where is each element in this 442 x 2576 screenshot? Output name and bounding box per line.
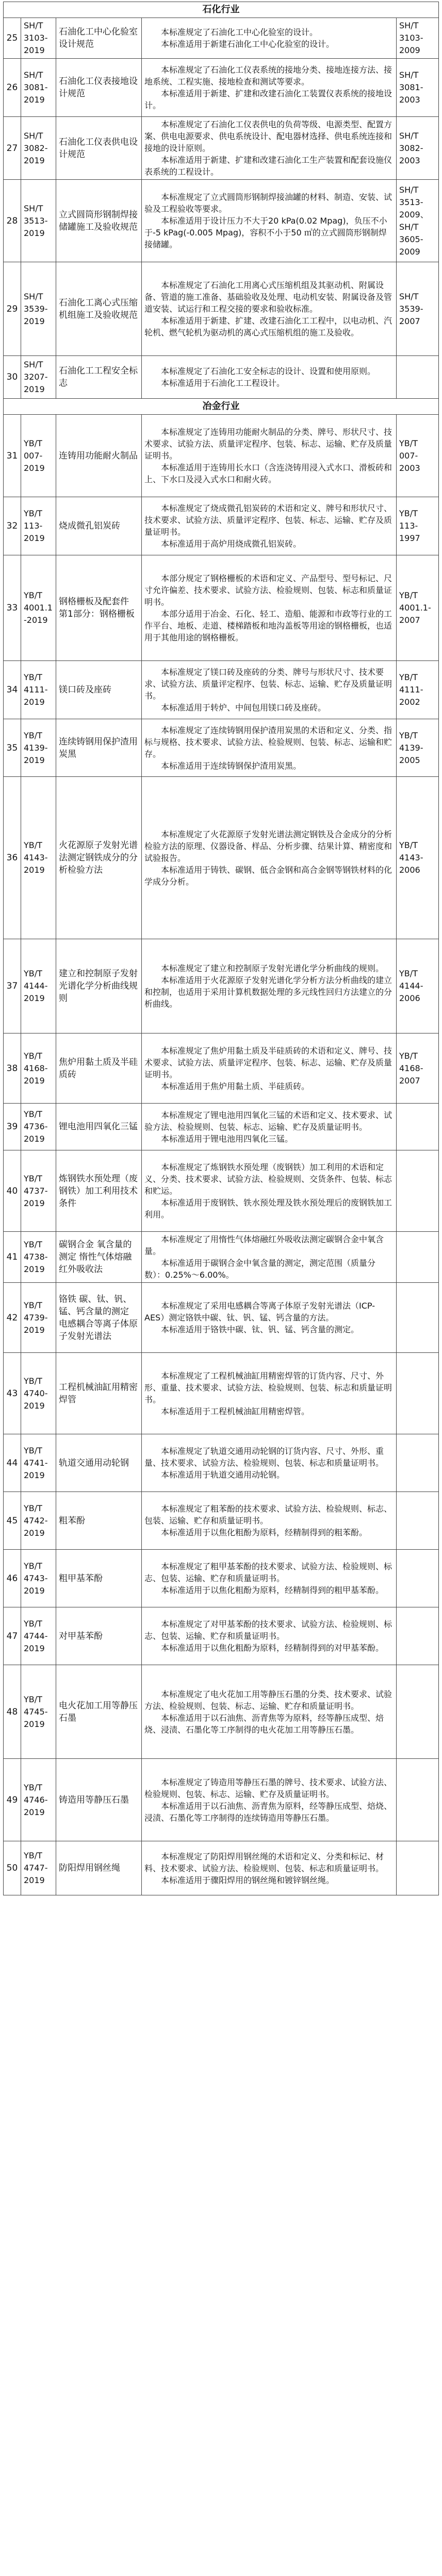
scope-paragraph: 本标准适用于锂电池用四氧化三锰。 [161,1133,293,1144]
row-number: 35 [4,719,21,777]
standards-table [3,2,439,1895]
table-row [4,1283,439,1353]
standard-scope [142,1232,397,1283]
table-row [4,1607,439,1665]
standard-scope [142,661,397,719]
row-number: 32 [4,497,21,555]
section-title: 冶金行业 [4,399,439,415]
standard-name: 烧成微孔铝炭砖 [56,497,142,555]
table-row [4,719,439,777]
row-number: 44 [4,1434,21,1492]
replaced-standard: SH/T 3081-2003 [397,59,439,117]
replaced-standard: SH/T 3539-2007 [397,262,439,356]
standard-scope [142,1665,397,1759]
row-number: 26 [4,59,21,117]
standard-scope [142,777,397,939]
replaced-standard [397,1492,439,1550]
scope-paragraph: 本部分规定了钢格栅板的术语和定义、产品型号、型号标记、尺寸允许偏差、技术要求、试验方法、检验规则、包装、标志和质量证明书。 [144,573,392,607]
table-row [4,497,439,555]
standard-number: YB/T 4143-2019 [21,777,56,939]
standard-scope [142,356,397,399]
standard-name: 钢格栅板及配套件 第1部分：钢格栅板 [56,555,142,661]
row-number: 38 [4,1033,21,1104]
replaced-standard [397,1104,439,1150]
standard-name: 对甲基苯酚 [56,1607,142,1665]
standard-name: 粗苯酚 [56,1492,142,1550]
standard-number: SH/T 3081-2019 [21,59,56,117]
replaced-standard [397,1759,439,1841]
standard-number: YB/T 4111-2019 [21,661,56,719]
replaced-standard [397,1665,439,1759]
scope-paragraph: 本部分适用于冶金、石化、轻工、造船、能源和市政等行业的工作平台、地板、走道、楼梯踏板和地沟盖板等用途的钢格栅板，也适用于其他用途的钢格栅板。 [144,609,392,642]
table-row [4,939,439,1033]
row-number: 46 [4,1550,21,1607]
standard-number: YB/T 4742-2019 [21,1492,56,1550]
standard-scope [142,415,397,497]
scope-paragraph: 本标准适用于新建、扩建和改建石油化工生产装置和配套设施仪表系统的工程设计。 [144,155,392,177]
scope-paragraph: 本标准规定了炼钢铁水预处理（废钢铁）加工利用的术语和定义、分类、技术要求、试验方法、检验规则、交货条件、包装、标志和贮运。 [144,1162,392,1196]
table-row [4,1353,439,1434]
standard-name: 铬铁 碳、钛、钒、锰、钙含量的测定 电感耦合等离子体原子发射光谱法 [56,1283,142,1353]
standard-number: YB/T 007-2019 [21,415,56,497]
standard-name: 工程机械油缸用精密焊管 [56,1353,142,1434]
standard-scope [142,18,397,59]
standard-number: YB/T 4740-2019 [21,1353,56,1434]
standard-scope [142,497,397,555]
scope-paragraph: 本标准规定了石油化工中心化验室的设计。 [161,27,318,37]
replaced-standard: YB/T 4139-2005 [397,719,439,777]
replaced-standard: YB/T 113-1997 [397,497,439,555]
replaced-standard: SH/T 3103-2009 [397,18,439,59]
standard-name: 建立和控制原子发射光谱化学分析曲线规则 [56,939,142,1033]
standard-scope [142,1150,397,1232]
replaced-standard [397,1550,439,1607]
scope-paragraph: 本标准规定了铸造用等静压石墨的牌号、技术要求、试验方法、检验规则、包装、标志、运输、贮存及质量证明书。 [144,1777,392,1799]
table-row [4,415,439,497]
row-number: 47 [4,1607,21,1665]
standard-number: SH/T 3207-2019 [21,356,56,399]
table-row [4,59,439,117]
standard-scope [142,719,397,777]
replaced-standard: YB/T 4111-2002 [397,661,439,719]
replaced-standard [397,1232,439,1283]
scope-paragraph: 本标准规定了锂电池用四氧化三锰的术语和定义、技术要求、试验方法、检验规则、包装、标志、运输、贮存及质量证明书。 [144,1110,392,1132]
table-row [4,262,439,356]
standard-number: YB/T 4001.1-2019 [21,555,56,661]
row-number: 34 [4,661,21,719]
row-number: 25 [4,18,21,59]
scope-paragraph: 本标准规定了连铸用功能耐火制品的分类、牌号、形状尺寸、技术要求、试验方法、质量评定程序、包装、标志、运输、贮存及质量证明书。 [144,427,392,461]
standard-scope [142,1434,397,1492]
scope-paragraph: 本标准规定了粗苯酚的技术要求、试验方法、检验规则、标志、包装、运输、贮存和质量证明书。 [144,1504,392,1526]
standard-scope [142,939,397,1033]
scope-paragraph: 本标准适用于以焦化粗酚为原料，经精制得到的粗苯酚。 [161,1528,368,1537]
table-row [4,356,439,399]
scope-paragraph: 本标准规定了石油化工仪表系统的接地分类、接地连接方法、接地系统、工程实施、接地检查和测试等要求。 [144,65,392,87]
table-row [4,1550,439,1607]
scope-paragraph: 本标准适用于工程机械油缸用精密焊管。 [161,1406,310,1416]
scope-paragraph: 本标准适用于高炉用烧成微孔铝炭砖。 [161,539,302,549]
scope-paragraph: 本标准规定了火花源原子发射光谱法测定钢铁及合金成分的分析检验方法的原理、仪器设备、样品、分析步骤、结果计算、精密度和试验报告。 [144,829,392,863]
row-number: 39 [4,1104,21,1150]
standard-name: 火花源原子发射光谱法测定钢铁成分的分析检验方法 [56,777,142,939]
table-row [4,661,439,719]
standard-number: YB/T 4168-2019 [21,1033,56,1104]
replaced-standard: YB/T 4168-2007 [397,1033,439,1104]
table-row [4,1434,439,1492]
standard-number: YB/T 4139-2019 [21,719,56,777]
table-row [4,1150,439,1232]
standard-scope [142,117,397,180]
section-title: 石化行业 [4,2,439,18]
standard-name: 立式圆筒形钢制焊接储罐施工及验收规范 [56,180,142,262]
row-number: 40 [4,1150,21,1232]
standard-name: 镁口砖及座砖 [56,661,142,719]
table-row [4,1492,439,1550]
scope-paragraph: 本标准规定了对甲基苯酚的技术要求、试验方法、检验规则、标志、包装、运输、贮存和质量证明书。 [144,1619,392,1641]
replaced-standard [397,1150,439,1232]
standard-name: 连续铸钢用保护渣用炭黑 [56,719,142,777]
row-number: 43 [4,1353,21,1434]
standard-scope [142,262,397,356]
scope-paragraph: 本标准规定了用惰性气体熔融红外吸收法测定碳钢合金中氧含量。 [144,1234,384,1256]
standards-document [3,2,438,1895]
scope-paragraph: 本标准适用于轨道交通用动轮钢。 [161,1470,285,1480]
standard-name: 轨道交通用动轮钢 [56,1434,142,1492]
replaced-standard [397,1607,439,1665]
scope-paragraph: 本标准规定了工程机械油缸用精密焊管的订货内容、尺寸、外形、重量、技术要求、试验方法、检验规则、包装、标志和质量证明书。 [144,1370,392,1404]
table-row [4,1104,439,1150]
standard-name: 锂电池用四氧化三锰 [56,1104,142,1150]
scope-paragraph: 本标准适用于火花源原子发射光谱化学分析方法分析曲线的建立和控制，也适用于采用计算机数据处理的多元线性回归方法建立的分析曲线。 [144,975,392,1009]
scope-paragraph: 本标准适用于新建石油化工中心化验室的设计。 [161,39,335,49]
row-number: 30 [4,356,21,399]
standards-table-body [4,2,439,1895]
standard-scope [142,555,397,661]
scope-paragraph: 本标准适用于以焦化粗酚为原料，经精制得到的对甲基苯酚。 [161,1643,384,1653]
standard-number: YB/T 4743-2019 [21,1550,56,1607]
standard-number: SH/T 3539-2019 [21,262,56,356]
scope-paragraph: 本标准适用于设计压力不大于20 kPa(0.02 Mpag)，负压不小于-5 kPag(-0.005 Mpag)，容积不小于50 ㎥的立式圆筒形钢制焊接储罐。 [144,216,387,249]
replaced-standard [397,1434,439,1492]
standard-name: 电火花加工用等静压石墨 [56,1665,142,1759]
row-number: 29 [4,262,21,356]
scope-paragraph: 本标准规定了防阳焊用钢丝绳的术语和定义、分类和标记、材料、技术要求、试验方法、检验规则、包装、标志和质量证明书。 [144,1851,384,1873]
standard-name: 粗甲基苯酚 [56,1550,142,1607]
standard-number: YB/T 4744-2019 [21,1607,56,1665]
scope-paragraph: 本标准适用于铬铁中碳、钛、钒、锰、钙含量的测定。 [161,1325,359,1334]
scope-paragraph: 本标准适用于焦炉用黏土质、半硅质砖。 [161,1081,310,1091]
row-number: 27 [4,117,21,180]
row-number: 48 [4,1665,21,1759]
row-number: 49 [4,1759,21,1841]
scope-paragraph: 本标准规定了石油化工用离心式压缩机组及其驱动机、附属设备、管道的施工准备、基础验收及处理、电动机安装、附属设备及管道安装、试运行和工程交接的要求和验收标准。 [144,280,392,314]
replaced-standard [397,1353,439,1434]
standard-scope [142,59,397,117]
scope-paragraph: 本标准适用于转炉、中间包用镁口砖及座砖。 [161,703,326,713]
table-row [4,117,439,180]
standard-number: YB/T 4747-2019 [21,1841,56,1895]
standard-scope [142,1283,397,1353]
standard-name: 石油化工仪表供电设计规范 [56,117,142,180]
standard-number: YB/T 4746-2019 [21,1759,56,1841]
standard-name: 石油化工离心式压缩机组施工及验收规范 [56,262,142,356]
scope-paragraph: 本标准规定了石油化工安全标志的设计、设置和使用原则。 [161,366,376,376]
row-number: 31 [4,415,21,497]
row-number: 37 [4,939,21,1033]
replaced-standard: YB/T 4001.1-2007 [397,555,439,661]
standard-number: YB/T 4745-2019 [21,1665,56,1759]
standard-scope [142,180,397,262]
standard-scope [142,1353,397,1434]
standard-name: 铸造用等静压石墨 [56,1759,142,1841]
section-header [4,399,439,415]
standard-number: YB/T 4144-2019 [21,939,56,1033]
standard-number: SH/T 3513-2019 [21,180,56,262]
scope-paragraph: 本标准规定了轨道交通用动轮钢的订货内容、尺寸、外形、重量、技术要求、试验方法、检验规则、包装、标志和质量证明书。 [144,1446,384,1468]
table-row [4,1232,439,1283]
replaced-standard [397,1283,439,1353]
standard-name: 石油化工工程安全标志 [56,356,142,399]
replaced-standard: YB/T 007-2003 [397,415,439,497]
table-row [4,1841,439,1895]
scope-paragraph: 本标准规定了立式圆筒形钢制焊接油罐的材料、制造、安装、试验及工程验收等要求。 [144,192,392,214]
scope-paragraph: 本标准适用于以石油焦、沥青焦为原料，经等静压成型、焙烧、浸渍、石墨化等工序制得的连续铸造用等静压石墨。 [144,1801,392,1823]
scope-paragraph: 本标准适用于石油化工工程设计。 [161,378,285,388]
standard-number: YB/T 113-2019 [21,497,56,555]
table-row [4,180,439,262]
table-row [4,555,439,661]
row-number: 36 [4,777,21,939]
scope-paragraph: 本标准适用于新建、扩建和改建石油化工装置仪表系统的接地设计。 [144,89,392,110]
standard-number: YB/T 4741-2019 [21,1434,56,1492]
scope-paragraph: 本标准适用于以石油焦、沥青焦等为原料，经等静压成型、焙烧、浸渍、石墨化等工序制得的电火花加工用等静压石墨。 [144,1713,384,1735]
standard-number: YB/T 4737-2019 [21,1150,56,1232]
scope-paragraph: 本标准适用于新建、扩建、改建石油化工工程中，以电动机、汽轮机、燃气轮机为驱动机的离心式压缩机组的施工及验收。 [144,316,392,337]
scope-paragraph: 本标准规定了连续铸钢用保护渣用炭黑的术语和定义、分类、指标与规格、技术要求、试验方法、检验规则、包装、标志、运输和贮存。 [144,725,392,759]
section-header [4,2,439,18]
table-row [4,1033,439,1104]
table-row [4,1665,439,1759]
scope-paragraph: 本标准规定了焦炉用黏土质及半硅质砖的术语和定义、牌号、技术要求、试验方法、质量评定程序、包装、标志、运输、贮存及质量证明书。 [144,1045,392,1079]
row-number: 50 [4,1841,21,1895]
standard-name: 连铸用功能耐火制品 [56,415,142,497]
standard-scope [142,1759,397,1841]
standard-name: 石油化工仪表接地设计规范 [56,59,142,117]
scope-paragraph: 本标准规定了石油化工仪表供电的负荷等级、电源类型、配置方案、供电电源要求、供电系统设计、配电器材选择、供电系统连接和接地的设计原则。 [144,120,392,153]
standard-scope [142,1033,397,1104]
row-number: 45 [4,1492,21,1550]
standard-number: SH/T 3103-2019 [21,18,56,59]
scope-paragraph: 本标准适用于骤阳焊用的钢丝绳和镀锌钢丝绳。 [161,1875,335,1885]
standard-scope [142,1607,397,1665]
standard-name: 炼钢铁水预处理（废钢铁）加工利用技术条件 [56,1150,142,1232]
replaced-standard: YB/T 4143-2006 [397,777,439,939]
scope-paragraph: 本标准适用于连铸用长水口（含连浇铸用浸入式水口、滑板砖和上、下水口及浸入式水口和耐火砖。 [144,463,392,484]
standard-name: 焦炉用黏土质及半硅质砖 [56,1033,142,1104]
standard-scope [142,1492,397,1550]
replaced-standard: SH/T 3082-2003 [397,117,439,180]
replaced-standard [397,356,439,399]
standard-name: 石油化工中心化验室设计规范 [56,18,142,59]
row-number: 41 [4,1232,21,1283]
standard-scope [142,1841,397,1895]
scope-paragraph: 本标准适用于铸铁、碳钢、低合金钢和高合金钢等钢铁材料的化学成分分析。 [144,865,392,887]
standard-scope [142,1550,397,1607]
table-row [4,18,439,59]
row-number: 42 [4,1283,21,1353]
row-number: 33 [4,555,21,661]
standard-number: YB/T 4738-2019 [21,1232,56,1283]
table-row [4,777,439,939]
scope-paragraph: 本标准适用于以焦化粗酚为原料，经精制得到的粗甲基苯酚。 [161,1585,384,1595]
scope-paragraph: 本标准规定了采用电感耦合等离子体原子发射光谱法（ICP-AES）测定铬铁中碳、钛、钒、锰、钙含量的方法。 [144,1301,375,1323]
standard-name: 防阳焊用钢丝绳 [56,1841,142,1895]
scope-paragraph: 本标准适用于连续铸钢保护渣用炭黑。 [161,760,302,771]
scope-paragraph: 本标准适用于碳钢合金中氧含量的测定，测定范围（质量分数）：0.25%～6.00%。 [144,1258,376,1280]
replaced-standard [397,1841,439,1895]
row-number: 28 [4,180,21,262]
scope-paragraph: 本标准规定了粗甲基苯酚的技术要求、试验方法、检验规则、标志、包装、运输、贮存和质量证明书。 [144,1562,392,1583]
scope-paragraph: 本标准规定了烧成微孔铝炭砖的术语和定义、牌号和形状尺寸、技术要求、试验方法、质量评定程序、包装、标志、运输、贮存及质量证明书。 [144,503,392,537]
scope-paragraph: 本标准适用于废钢铁、铁水预处理及铁水预处理后的废钢铁加工利用。 [144,1198,392,1219]
replaced-standard: YB/T 4144-2006 [397,939,439,1033]
standard-number: YB/T 4739-2019 [21,1283,56,1353]
standard-scope [142,1104,397,1150]
scope-paragraph: 本标准规定了建立和控制原子发射光谱化学分析曲线的规则。 [161,963,384,973]
scope-paragraph: 本标准规定了镁口砖及座砖的分类、牌号与形状尺寸、技术要求、试验方法、质量评定程序、包装、标志、运输、贮存及质量证明书。 [144,667,392,701]
replaced-standard: SH/T 3513-2009、SH/T 3605-2009 [397,180,439,262]
standard-name: 碳钢合金 氧含量的测定 惰性气体熔融红外吸收法 [56,1232,142,1283]
table-row [4,1759,439,1841]
scope-paragraph: 本标准规定了电火花加工用等静压石墨的分类、技术要求、试验方法、检验规则、包装、标志、运输、贮存和质量证明书。 [144,1689,392,1711]
standard-number: YB/T 4736-2019 [21,1104,56,1150]
standard-number: SH/T 3082-2019 [21,117,56,180]
